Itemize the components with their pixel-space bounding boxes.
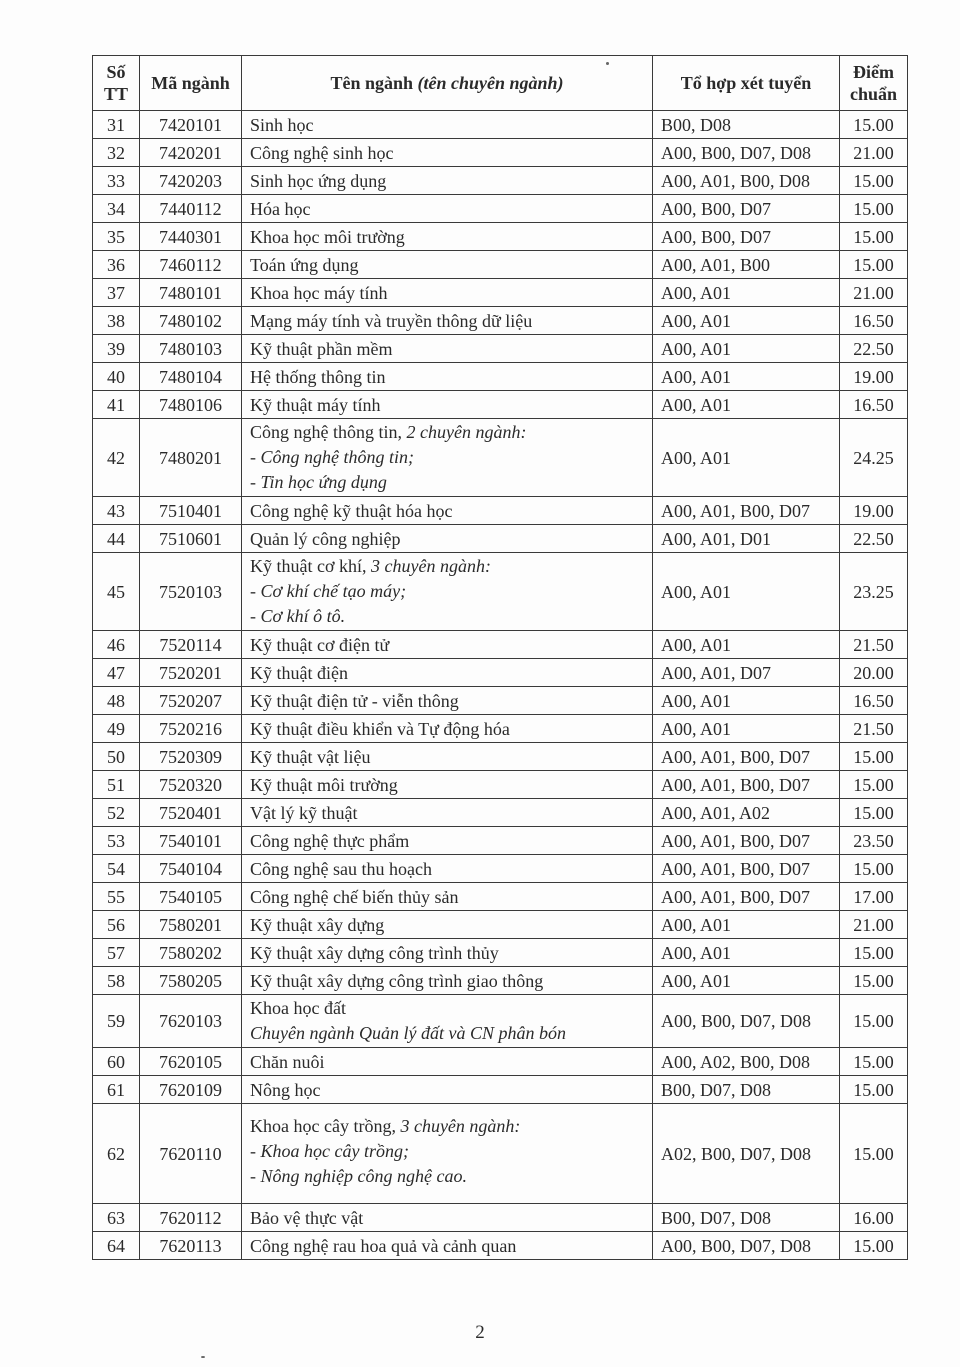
table-row — [93, 855, 908, 883]
cell-score: 15.00 — [840, 743, 908, 771]
major-name: Công nghệ rau hoa quả và cảnh quan — [250, 1235, 517, 1256]
major-name: Mạng máy tính và truyền thông dữ liệu — [250, 310, 533, 331]
table-row — [93, 1048, 908, 1076]
cell-score: 16.00 — [840, 1204, 908, 1232]
cell-code: 7620105 — [140, 1048, 242, 1076]
cell-score: 15.00 — [840, 111, 908, 139]
cell-name — [242, 223, 653, 251]
table-body — [93, 111, 908, 1260]
cell-score: 15.00 — [840, 195, 908, 223]
specialization-item: - Cơ khí chế tạo máy; — [250, 581, 407, 601]
cell-stt: 56 — [93, 911, 140, 939]
cell-stt: 52 — [93, 799, 140, 827]
major-name: Kỹ thuật xây dựng công trình giao thông — [250, 970, 544, 991]
cell-name — [242, 1048, 653, 1076]
cell-code: 7460112 — [140, 251, 242, 279]
table-row — [93, 827, 908, 855]
cell-code: 7520207 — [140, 687, 242, 715]
cell-score: 17.00 — [840, 883, 908, 911]
specialization-item: - Cơ khí ô tô. — [250, 606, 346, 626]
cell-code: 7620112 — [140, 1204, 242, 1232]
major-name: Quản lý công nghiệp — [250, 528, 401, 549]
cell-combo: A00, A01 — [653, 553, 840, 631]
cell-name — [242, 139, 653, 167]
cell-combo: A00, A01, A02 — [653, 799, 840, 827]
cell-stt: 58 — [93, 967, 140, 995]
table-row — [93, 995, 908, 1048]
cell-combo: A00, A01, D01 — [653, 525, 840, 553]
cell-name — [242, 631, 653, 659]
cell-stt: 55 — [93, 883, 140, 911]
cell-score: 21.00 — [840, 279, 908, 307]
major-name: Sinh học — [250, 114, 314, 135]
header-stt-line2: TT — [103, 84, 128, 104]
cell-code: 7580202 — [140, 939, 242, 967]
cell-combo: A00, A01 — [653, 967, 840, 995]
major-name: Kỹ thuật máy tính — [250, 394, 381, 415]
cell-combo: B00, D08 — [653, 111, 840, 139]
cell-score: 15.00 — [840, 1076, 908, 1104]
cell-name — [242, 995, 653, 1048]
cell-score: 20.00 — [840, 659, 908, 687]
table-row — [93, 525, 908, 553]
cell-combo: A00, B00, D07 — [653, 195, 840, 223]
table-row — [93, 631, 908, 659]
table-row — [93, 195, 908, 223]
cell-name — [242, 419, 653, 497]
major-name: Kỹ thuật xây dựng — [250, 914, 385, 935]
cell-stt: 44 — [93, 525, 140, 553]
cell-score: 23.50 — [840, 827, 908, 855]
major-name: Kỹ thuật cơ điện tử — [250, 634, 390, 655]
major-name: Công nghệ kỹ thuật hóa học — [250, 500, 453, 521]
page-number: 2 — [475, 1322, 485, 1343]
cell-stt: 63 — [93, 1204, 140, 1232]
cell-name — [242, 1204, 653, 1232]
cell-score: 16.50 — [840, 391, 908, 419]
major-name: Hệ thống thông tin — [250, 366, 386, 387]
cell-stt: 51 — [93, 771, 140, 799]
header-name-main: Tên ngành — [330, 73, 413, 93]
table-row — [93, 391, 908, 419]
cell-stt: 46 — [93, 631, 140, 659]
cell-code: 7520216 — [140, 715, 242, 743]
header-score — [840, 56, 908, 111]
cell-score: 15.00 — [840, 1048, 908, 1076]
cell-name — [242, 1076, 653, 1104]
cell-code: 7540101 — [140, 827, 242, 855]
major-name: Toán ứng dụng — [250, 254, 359, 275]
cell-combo: A00, A01 — [653, 391, 840, 419]
cell-combo: A00, A01, B00, D07 — [653, 771, 840, 799]
cell-name — [242, 363, 653, 391]
cell-combo: A00, A01 — [653, 419, 840, 497]
table-row — [93, 659, 908, 687]
cell-combo: A00, A01, B00 — [653, 251, 840, 279]
cell-stt: 50 — [93, 743, 140, 771]
header-score-line2: chuẩn — [849, 84, 898, 104]
cell-code: 7540105 — [140, 883, 242, 911]
table-row — [93, 687, 908, 715]
cell-score: 15.00 — [840, 967, 908, 995]
cell-name — [242, 827, 653, 855]
table-row — [93, 883, 908, 911]
cell-combo: A00, A01 — [653, 631, 840, 659]
header-stt-line1: Số — [106, 62, 126, 82]
cell-name — [242, 391, 653, 419]
cell-code: 7580205 — [140, 967, 242, 995]
table-row — [93, 799, 908, 827]
cell-combo: A00, A01 — [653, 279, 840, 307]
cell-name — [242, 883, 653, 911]
table-row — [93, 911, 908, 939]
table-row — [93, 1204, 908, 1232]
cell-score: 15.00 — [840, 167, 908, 195]
cell-code: 7510601 — [140, 525, 242, 553]
cell-score: 16.50 — [840, 307, 908, 335]
cell-code: 7480201 — [140, 419, 242, 497]
cell-code: 7580201 — [140, 911, 242, 939]
cell-stt: 59 — [93, 995, 140, 1048]
cell-score: 21.50 — [840, 631, 908, 659]
scan-speck — [606, 62, 609, 65]
major-name: Kỹ thuật điều khiển và Tự động hóa — [250, 718, 510, 739]
cell-name — [242, 799, 653, 827]
cell-combo: B00, D07, D08 — [653, 1076, 840, 1104]
cell-score: 21.00 — [840, 911, 908, 939]
major-specialization-count: 2 chuyên ngành: — [406, 422, 527, 442]
major-name: Kỹ thuật điện — [250, 662, 348, 683]
cell-code: 7520103 — [140, 553, 242, 631]
cell-code: 7620113 — [140, 1232, 242, 1260]
cell-code: 7480102 — [140, 307, 242, 335]
cell-name — [242, 771, 653, 799]
table-row — [93, 939, 908, 967]
major-name: Kỹ thuật môi trường — [250, 774, 398, 795]
cell-score: 21.50 — [840, 715, 908, 743]
major-name: Hóa học — [250, 198, 311, 219]
major-name: Công nghệ thực phẩm — [250, 830, 410, 851]
major-specialization-count: 3 chuyên ngành: — [371, 556, 491, 576]
cell-stt: 45 — [93, 553, 140, 631]
major-name: Nông học — [250, 1079, 321, 1100]
table-row — [93, 1076, 908, 1104]
cell-name — [242, 715, 653, 743]
cell-name — [242, 111, 653, 139]
cell-stt: 35 — [93, 223, 140, 251]
major-name: Kỹ thuật cơ khí, — [250, 556, 371, 576]
cell-score: 19.00 — [840, 363, 908, 391]
cell-combo: A00, A01, B00, D08 — [653, 167, 840, 195]
cell-combo: A00, A01 — [653, 307, 840, 335]
cell-name — [242, 967, 653, 995]
cell-name — [242, 743, 653, 771]
table-row — [93, 419, 908, 497]
cell-combo: A00, A01 — [653, 911, 840, 939]
cell-score: 15.00 — [840, 939, 908, 967]
header-stt — [93, 56, 140, 111]
cell-stt: 49 — [93, 715, 140, 743]
cell-stt: 34 — [93, 195, 140, 223]
cell-name — [242, 855, 653, 883]
cell-name — [242, 687, 653, 715]
cell-name — [242, 1232, 653, 1260]
table-row — [93, 251, 908, 279]
cell-stt: 48 — [93, 687, 140, 715]
cell-stt: 37 — [93, 279, 140, 307]
major-name: Công nghệ sau thu hoạch — [250, 858, 432, 879]
table-row — [93, 167, 908, 195]
table-row — [93, 223, 908, 251]
specialization-item: - Tin học ứng dụng — [250, 472, 387, 492]
cell-name — [242, 911, 653, 939]
specialization-item: Chuyên ngành Quản lý đất và CN phân bón — [250, 1023, 566, 1043]
header-name — [242, 56, 653, 111]
cell-stt: 36 — [93, 251, 140, 279]
specialization-item: - Công nghệ thông tin; — [250, 447, 414, 467]
table-row — [93, 335, 908, 363]
cell-code: 7540104 — [140, 855, 242, 883]
cell-code: 7420203 — [140, 167, 242, 195]
table-row — [93, 715, 908, 743]
major-name: Bảo vệ thực vật — [250, 1207, 364, 1228]
major-name: Kỹ thuật điện tử - viễn thông — [250, 690, 459, 711]
major-name: Kỹ thuật phần mềm — [250, 338, 393, 359]
cell-stt: 57 — [93, 939, 140, 967]
table-row — [93, 771, 908, 799]
cell-code: 7480101 — [140, 279, 242, 307]
major-name: Kỹ thuật xây dựng công trình thủy — [250, 942, 499, 963]
major-name: Công nghệ chế biến thủy sản — [250, 886, 459, 907]
cell-combo: A00, A01, B00, D07 — [653, 855, 840, 883]
cell-stt: 61 — [93, 1076, 140, 1104]
cell-name — [242, 939, 653, 967]
table-row — [93, 139, 908, 167]
cell-name — [242, 1104, 653, 1204]
cell-code: 7620109 — [140, 1076, 242, 1104]
cell-name — [242, 251, 653, 279]
cell-code: 7480104 — [140, 363, 242, 391]
cell-combo: A00, A01 — [653, 335, 840, 363]
cell-combo: A00, A01, D07 — [653, 659, 840, 687]
cell-combo: A00, A01, B00, D07 — [653, 883, 840, 911]
cell-combo: A00, A01, B00, D07 — [653, 827, 840, 855]
cell-code: 7620110 — [140, 1104, 242, 1204]
header-combo: Tổ hợp xét tuyển — [653, 56, 840, 111]
cell-score: 21.00 — [840, 139, 908, 167]
major-name: Chăn nuôi — [250, 1051, 325, 1072]
cell-stt: 31 — [93, 111, 140, 139]
cell-code: 7440112 — [140, 195, 242, 223]
cell-stt: 39 — [93, 335, 140, 363]
major-name: Kỹ thuật vật liệu — [250, 746, 371, 767]
table-row — [93, 743, 908, 771]
table-row — [93, 363, 908, 391]
cell-code: 7520309 — [140, 743, 242, 771]
cell-code: 7420201 — [140, 139, 242, 167]
cell-score: 15.00 — [840, 855, 908, 883]
table-row — [93, 279, 908, 307]
major-name: Vật lý kỹ thuật — [250, 802, 358, 823]
major-name: Khoa học cây trồng, — [250, 1116, 401, 1136]
cell-combo: A00, B00, D07 — [653, 223, 840, 251]
cell-stt: 43 — [93, 497, 140, 525]
cell-stt: 41 — [93, 391, 140, 419]
cell-score: 19.00 — [840, 497, 908, 525]
cell-stt: 40 — [93, 363, 140, 391]
scan-speck — [201, 1356, 205, 1358]
cell-combo: A00, B00, D07, D08 — [653, 1232, 840, 1260]
cell-combo: A00, B00, D07, D08 — [653, 139, 840, 167]
cell-name — [242, 195, 653, 223]
cell-code: 7420101 — [140, 111, 242, 139]
cell-stt: 64 — [93, 1232, 140, 1260]
specialization-item: - Nông nghiệp công nghệ cao. — [250, 1166, 467, 1186]
cell-stt: 60 — [93, 1048, 140, 1076]
table-row — [93, 553, 908, 631]
cell-combo: A00, A01 — [653, 715, 840, 743]
cell-name — [242, 307, 653, 335]
cell-score: 15.00 — [840, 1232, 908, 1260]
cell-score: 23.25 — [840, 553, 908, 631]
cell-score: 22.50 — [840, 335, 908, 363]
specialization-item: - Khoa học cây trồng; — [250, 1141, 409, 1161]
cell-score: 15.00 — [840, 223, 908, 251]
cell-code: 7620103 — [140, 995, 242, 1048]
cell-name — [242, 335, 653, 363]
cell-name — [242, 659, 653, 687]
cell-score: 22.50 — [840, 525, 908, 553]
major-name: Công nghệ thông tin, — [250, 422, 407, 442]
cell-code: 7520201 — [140, 659, 242, 687]
major-specialization-count: 3 chuyên ngành: — [400, 1116, 521, 1136]
major-name: Công nghệ sinh học — [250, 142, 394, 163]
cell-combo: A00, A01 — [653, 687, 840, 715]
cell-stt: 38 — [93, 307, 140, 335]
table-header-row — [93, 56, 908, 111]
cell-stt: 62 — [93, 1104, 140, 1204]
cell-score: 15.00 — [840, 799, 908, 827]
cell-stt: 42 — [93, 419, 140, 497]
cell-code: 7510401 — [140, 497, 242, 525]
cell-stt: 53 — [93, 827, 140, 855]
cell-name — [242, 279, 653, 307]
table-row — [93, 307, 908, 335]
cell-combo: A00, A01, B00, D07 — [653, 497, 840, 525]
cell-code: 7480106 — [140, 391, 242, 419]
cell-combo: A00, A01 — [653, 939, 840, 967]
cell-code: 7520401 — [140, 799, 242, 827]
cell-score: 15.00 — [840, 251, 908, 279]
major-name: Khoa học đất — [250, 998, 346, 1018]
cell-code: 7480103 — [140, 335, 242, 363]
table-row — [93, 967, 908, 995]
header-score-line1: Điểm — [853, 62, 894, 82]
cell-combo: A00, A02, B00, D08 — [653, 1048, 840, 1076]
cell-stt: 47 — [93, 659, 140, 687]
cell-combo: B00, D07, D08 — [653, 1204, 840, 1232]
cell-name — [242, 525, 653, 553]
cell-stt: 33 — [93, 167, 140, 195]
cell-score: 15.00 — [840, 771, 908, 799]
cell-name — [242, 167, 653, 195]
cell-name — [242, 553, 653, 631]
cell-combo: A02, B00, D07, D08 — [653, 1104, 840, 1204]
cell-combo: A00, A01, B00, D07 — [653, 743, 840, 771]
cell-name — [242, 497, 653, 525]
major-name: Sinh học ứng dụng — [250, 170, 387, 191]
header-name-paren: (tên chuyên ngành) — [417, 73, 564, 93]
table-row — [93, 1104, 908, 1204]
table-row — [93, 497, 908, 525]
cell-score: 15.00 — [840, 995, 908, 1048]
major-name: Khoa học môi trường — [250, 226, 405, 247]
major-name: Khoa học máy tính — [250, 282, 388, 303]
cell-score: 15.00 — [840, 1104, 908, 1204]
cell-code: 7440301 — [140, 223, 242, 251]
cell-combo: A00, B00, D07, D08 — [653, 995, 840, 1048]
admission-score-table — [92, 55, 908, 1260]
header-code: Mã ngành — [140, 56, 242, 111]
cell-score: 24.25 — [840, 419, 908, 497]
cell-code: 7520114 — [140, 631, 242, 659]
cell-code: 7520320 — [140, 771, 242, 799]
cell-stt: 54 — [93, 855, 140, 883]
cell-score: 16.50 — [840, 687, 908, 715]
table-row — [93, 111, 908, 139]
cell-combo: A00, A01 — [653, 363, 840, 391]
table-row — [93, 1232, 908, 1260]
cell-stt: 32 — [93, 139, 140, 167]
